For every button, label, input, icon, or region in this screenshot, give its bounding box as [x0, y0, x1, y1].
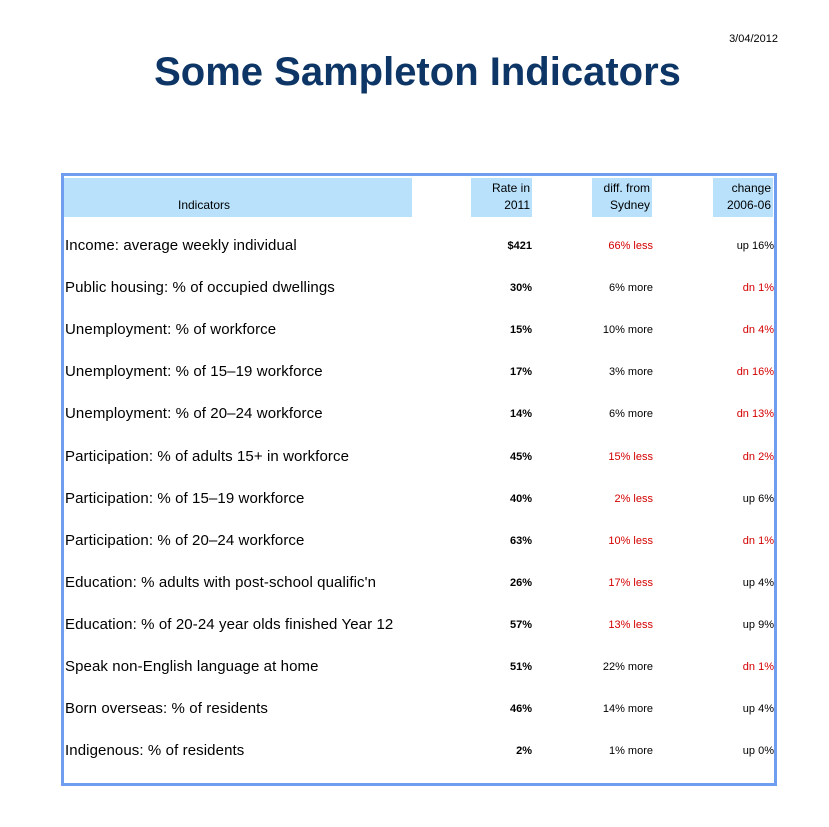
rate-value: 46% — [509, 703, 532, 716]
table-row — [64, 321, 774, 363]
rate-value: 15% — [509, 324, 532, 337]
indicator-label: Speak non-English language at home — [65, 658, 319, 675]
indicator-label: Unemployment: % of 20–24 workforce — [65, 405, 323, 423]
indicator-label: Income: average weekly individual — [65, 237, 297, 254]
header-indicators-label: Indicators — [177, 198, 231, 212]
change-value: dn 4% — [742, 324, 774, 337]
indicator-label: Education: % of 20-24 year olds finished Year 12 — [65, 615, 394, 633]
header-indicators — [64, 178, 412, 217]
indicator-label: Unemployment: % of 15–19 workforce — [65, 363, 323, 381]
header-change-line1: change — [731, 181, 771, 195]
diff-from-sydney-value: 17% less — [608, 576, 653, 589]
rate-value: 26% — [509, 576, 532, 589]
header-change-line2: 2006-06 — [726, 198, 771, 212]
rate-value: 57% — [509, 618, 532, 631]
table-row — [64, 700, 774, 742]
indicator-label: Unemployment: % of workforce — [65, 321, 277, 339]
table-row — [64, 363, 774, 405]
diff-from-sydney-value: 14% more — [602, 703, 653, 716]
header-diff-line1: diff. from — [603, 181, 650, 195]
page-title: Some Sampleton Indicators — [154, 50, 681, 94]
header-diff-line2: Sydney — [609, 198, 650, 212]
rate-value: 51% — [509, 661, 532, 673]
change-value: dn 1% — [742, 534, 774, 547]
change-value: up 6% — [742, 492, 774, 505]
change-value: dn 1% — [742, 661, 774, 673]
table-row — [64, 616, 774, 658]
table-row — [64, 237, 774, 279]
change-value: dn 13% — [736, 408, 774, 421]
diff-from-sydney-value: 6% more — [608, 282, 653, 295]
change-value: dn 2% — [742, 450, 774, 463]
table-row — [64, 574, 774, 616]
table-row — [64, 279, 774, 321]
table-row — [64, 405, 774, 447]
indicator-label: Participation: % of adults 15+ in workforce — [65, 447, 350, 465]
header-rate-line1: Rate in — [491, 181, 530, 195]
header-change — [713, 178, 773, 217]
rate-value: 2% — [516, 745, 532, 758]
indicator-label: Born overseas: % of residents — [65, 700, 268, 718]
indicator-label: Public housing: % of occupied dwellings — [65, 279, 335, 297]
indicator-label: Participation: % of 20–24 workforce — [65, 531, 305, 549]
diff-from-sydney-value: 13% less — [608, 618, 653, 631]
rate-value: 17% — [509, 366, 532, 379]
change-value: up 4% — [742, 576, 774, 589]
indicator-label: Indigenous: % of residents — [65, 742, 245, 760]
table-row — [64, 448, 774, 490]
table-row — [64, 742, 774, 784]
change-value: dn 1% — [742, 282, 774, 295]
rate-value: 45% — [509, 450, 532, 463]
indicator-label: Participation: % of 15–19 workforce — [65, 489, 305, 507]
rate-value: 63% — [509, 534, 532, 547]
rate-value: 30% — [509, 282, 532, 295]
rate-value: $421 — [507, 240, 532, 252]
table-row — [64, 658, 774, 700]
change-value: up 0% — [742, 745, 774, 758]
table-row — [64, 532, 774, 574]
rate-value: 14% — [509, 408, 532, 421]
table-row — [64, 490, 774, 532]
diff-from-sydney-value: 22% more — [602, 661, 653, 673]
indicators-table — [61, 173, 777, 786]
change-value: dn 16% — [736, 366, 774, 379]
diff-from-sydney-value: 10% less — [608, 534, 653, 547]
diff-from-sydney-value: 10% more — [602, 324, 653, 337]
header-rate — [471, 178, 532, 217]
diff-from-sydney-value: 2% less — [614, 492, 653, 505]
change-value: up 9% — [742, 618, 774, 631]
diff-from-sydney-value: 6% more — [608, 408, 653, 421]
rate-value: 40% — [509, 492, 532, 505]
diff-from-sydney-value: 66% less — [608, 240, 653, 252]
diff-from-sydney-value: 1% more — [608, 745, 653, 758]
header-rate-line2: 2011 — [504, 198, 530, 212]
diff-from-sydney-value: 3% more — [608, 366, 653, 379]
report-date: 3/04/2012 — [729, 33, 778, 45]
change-value: up 16% — [736, 240, 774, 252]
diff-from-sydney-value: 15% less — [608, 450, 653, 463]
change-value: up 4% — [742, 703, 774, 716]
indicator-label: Education: % adults with post-school qualific'n — [65, 573, 377, 591]
header-diff — [592, 178, 652, 217]
